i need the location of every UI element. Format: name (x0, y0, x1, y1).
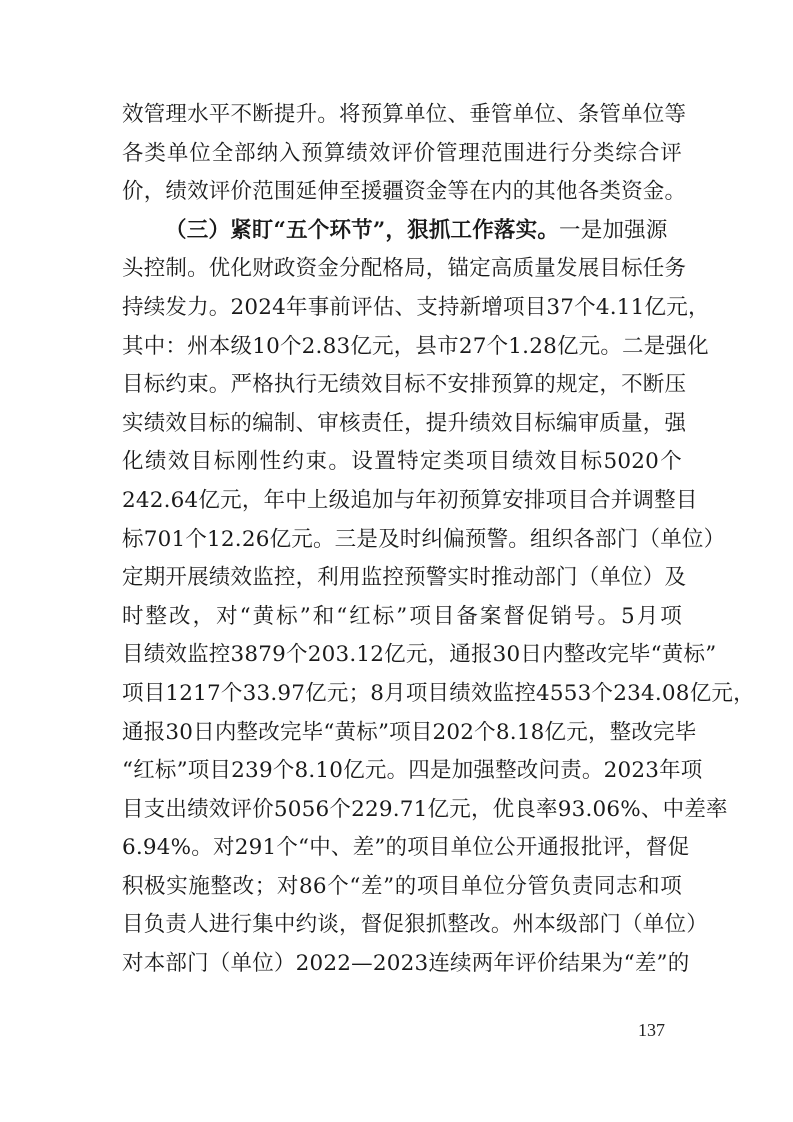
text-line: 化绩效目标刚性约束。设置特定类项目绩效目标5020个 (122, 449, 682, 475)
text-line: 其中：州本级10个2.83亿元，县市27个1.28亿元。二是强化 (122, 333, 709, 359)
text-line: 目支出绩效评价5056个229.71亿元，优良率93.06%、中差率 (122, 796, 728, 822)
section-heading: （三）紧盯“五个环节”，狠抓工作落实。 (165, 217, 560, 243)
text-line: 效管理水平不断提升。将预算单位、垂管单位、条管单位等 (122, 102, 687, 127)
text-line: 标701个12.26亿元。三是及时纠偏预警。组织各部门（单位） (122, 526, 726, 552)
text-line: 价，绩效评价范围延伸至援疆资金等在内的其他各类资金。 (122, 179, 687, 205)
heading-line-continuation: 一是加强源 (559, 217, 668, 243)
text-line: 头控制。优化财政资金分配格局，锚定高质量发展目标任务 (122, 256, 687, 282)
text-line: 目负责人进行集中约谈，督促狠抓整改。州本级部门（单位） (122, 912, 708, 938)
text-line: 目绩效监控3879个203.12亿元，通报30日内整改完毕“黄标” (122, 642, 717, 668)
text-line: 积极实施整改；对86个“差”的项目单位分管负责同志和项 (122, 873, 682, 899)
text-line: 通报30日内整改完毕“黄标”项目202个8.18亿元，整改完毕 (122, 719, 697, 745)
text-line: 持续发力。2024年事前评估、支持新增项目37个4.11亿元， (122, 294, 710, 320)
text-line: 对本部门（单位）2022—2023连续两年评价结果为“差”的 (122, 951, 690, 977)
text-line: 各类单位全部纳入预算绩效评价管理范围进行分类综合评 (122, 140, 682, 166)
section-heading-line (122, 212, 682, 251)
text-line: 项目1217个33.97亿元；8月项目绩效监控4553个234.08亿元， (122, 680, 755, 706)
page-number: 137 (638, 1020, 665, 1040)
text-line: 242.64亿元，年中上级追加与年初预算安排项目合并调整目 (122, 487, 698, 513)
text-line: 时整改，对“黄标”和“红标”项目备案督促销号。5月项 (122, 603, 682, 629)
text-line: 实绩效目标的编制、审核责任，提升绩效目标编审质量，强 (122, 410, 687, 436)
text-line: 目标约束。严格执行无绩效目标不安排预算的规定，不断压 (122, 372, 687, 398)
body-text (122, 96, 755, 984)
text-line: 定期开展绩效监控，利用监控预警实时推动部门（单位）及 (122, 565, 687, 591)
text-line: “红标”项目239个8.10亿元。四是加强整改问责。2023年项 (122, 758, 703, 784)
text-line: 6.94%。对291个“中、差”的项目单位公开通报批评，督促 (122, 835, 690, 861)
